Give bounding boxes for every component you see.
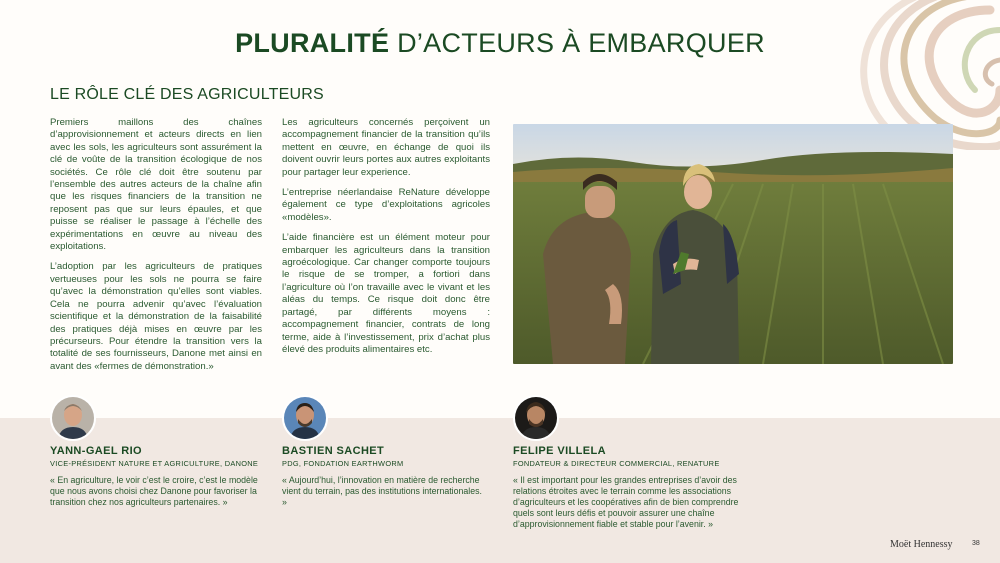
person-name: BASTIEN SACHET [282, 445, 385, 457]
person-name: FELIPE VILLELA [513, 445, 606, 457]
paragraph: L’aide financière est un élément moteur pour embarquer les agriculteurs dans la transition agroécologique. Car changer comporte toujours le risque de se tromper, a fortiori dans l’agriculture où l’on travaille avec le vivant et les aléas du temps. Ce risque doit donc être partagé, par différents moyens : accompagnement financier, contrats de long terme, aide à l’investissement, prix d’achat plus élevé des produits alimentaires etc. [282, 232, 490, 355]
person-quote: « Il est important pour les grandes entreprises d’avoir des relations étroites avec le terrain comme les associations d’agriculteurs et les coopératives afin de bien comprendre quels sont leurs défis et pouvoir assurer une chaîne d’approvisionnement fiable et stable pour l’avenir. » [513, 475, 739, 530]
testimonial-bastien-sachet [282, 395, 482, 508]
person-name: YANN-GAEL RIO [50, 445, 142, 457]
avatar [282, 395, 328, 441]
paragraph: L’entreprise néerlandaise ReNature développe également ce type d’exploitations agricoles «modèles». [282, 187, 490, 223]
page-title-rest: D’ACTEURS À EMBARQUER [397, 28, 765, 58]
brand-logo: Moët Hennessy [890, 539, 953, 550]
paragraph: Premiers maillons des chaînes d’approvisionnement et acteurs directs en lien avec les sols, les agriculteurs sont assurément la clé de voûte de la transition écologique de nos sociétés. Ce rôle clé doit être soutenu par l’ensemble des autres acteurs de la chaîne afin que les risques financiers de la transition ne reposent pas que sur leurs épaules, et que puisse se réaliser le passage à l’échelle des expérimentations en œuvre au niveau des exploitations. [50, 117, 262, 253]
section-title: LE RÔLE CLÉ DES AGRICULTEURS [50, 86, 324, 103]
testimonial-felipe-villela [513, 395, 753, 530]
paragraph: Les agriculteurs concernés perçoivent un accompagnement financier de la transition qu’ils mettent en œuvre, en échange de quoi ils doivent ouvrir leurs portes aux autres exploitants pour partager leur experience. [282, 117, 490, 178]
page-title [0, 28, 1000, 59]
person-role: FONDATEUR & DIRECTEUR COMMERCIAL, RENATURE [513, 458, 720, 468]
testimonial-yann-gael-rio [50, 395, 260, 508]
page-title-bold: PLURALITÉ [235, 28, 390, 58]
person-role: VICE-PRÉSIDENT NATURE ET AGRICULTURE, DANONE [50, 458, 259, 468]
person-quote: « En agriculture, le voir c’est le croire, c’est le modèle que nous avons choisi chez Danone pour favoriser la transition chez nos agriculteurs partenaires. » [50, 475, 258, 508]
farmers-field-photo [513, 124, 953, 364]
paragraph: L’adoption par les agriculteurs de pratiques vertueuses pour les sols ne pourra se faire qu’avec la démonstration qu’elles sont viables. Cela ne pourra advenir qu’avec l’évaluation scientifique et la démonstration de la faisabilité des pratiques déjà mises en œuvre par les précurseurs. Pour étendre la transition vers la totalité de ses fournisseurs, Danone met ainsi en avant des «fermes de démonstration.» [50, 261, 262, 372]
person-role: PDG, FONDATION EARTHWORM [282, 458, 404, 468]
page-number: 38 [972, 540, 980, 547]
text-column-2 [282, 117, 490, 364]
avatar [513, 395, 559, 441]
text-column-1 [50, 117, 262, 381]
avatar [50, 395, 96, 441]
person-quote: « Aujourd’hui, l’innovation en matière de recherche vient du terrain, pas des institutions internationales. » [282, 475, 483, 508]
